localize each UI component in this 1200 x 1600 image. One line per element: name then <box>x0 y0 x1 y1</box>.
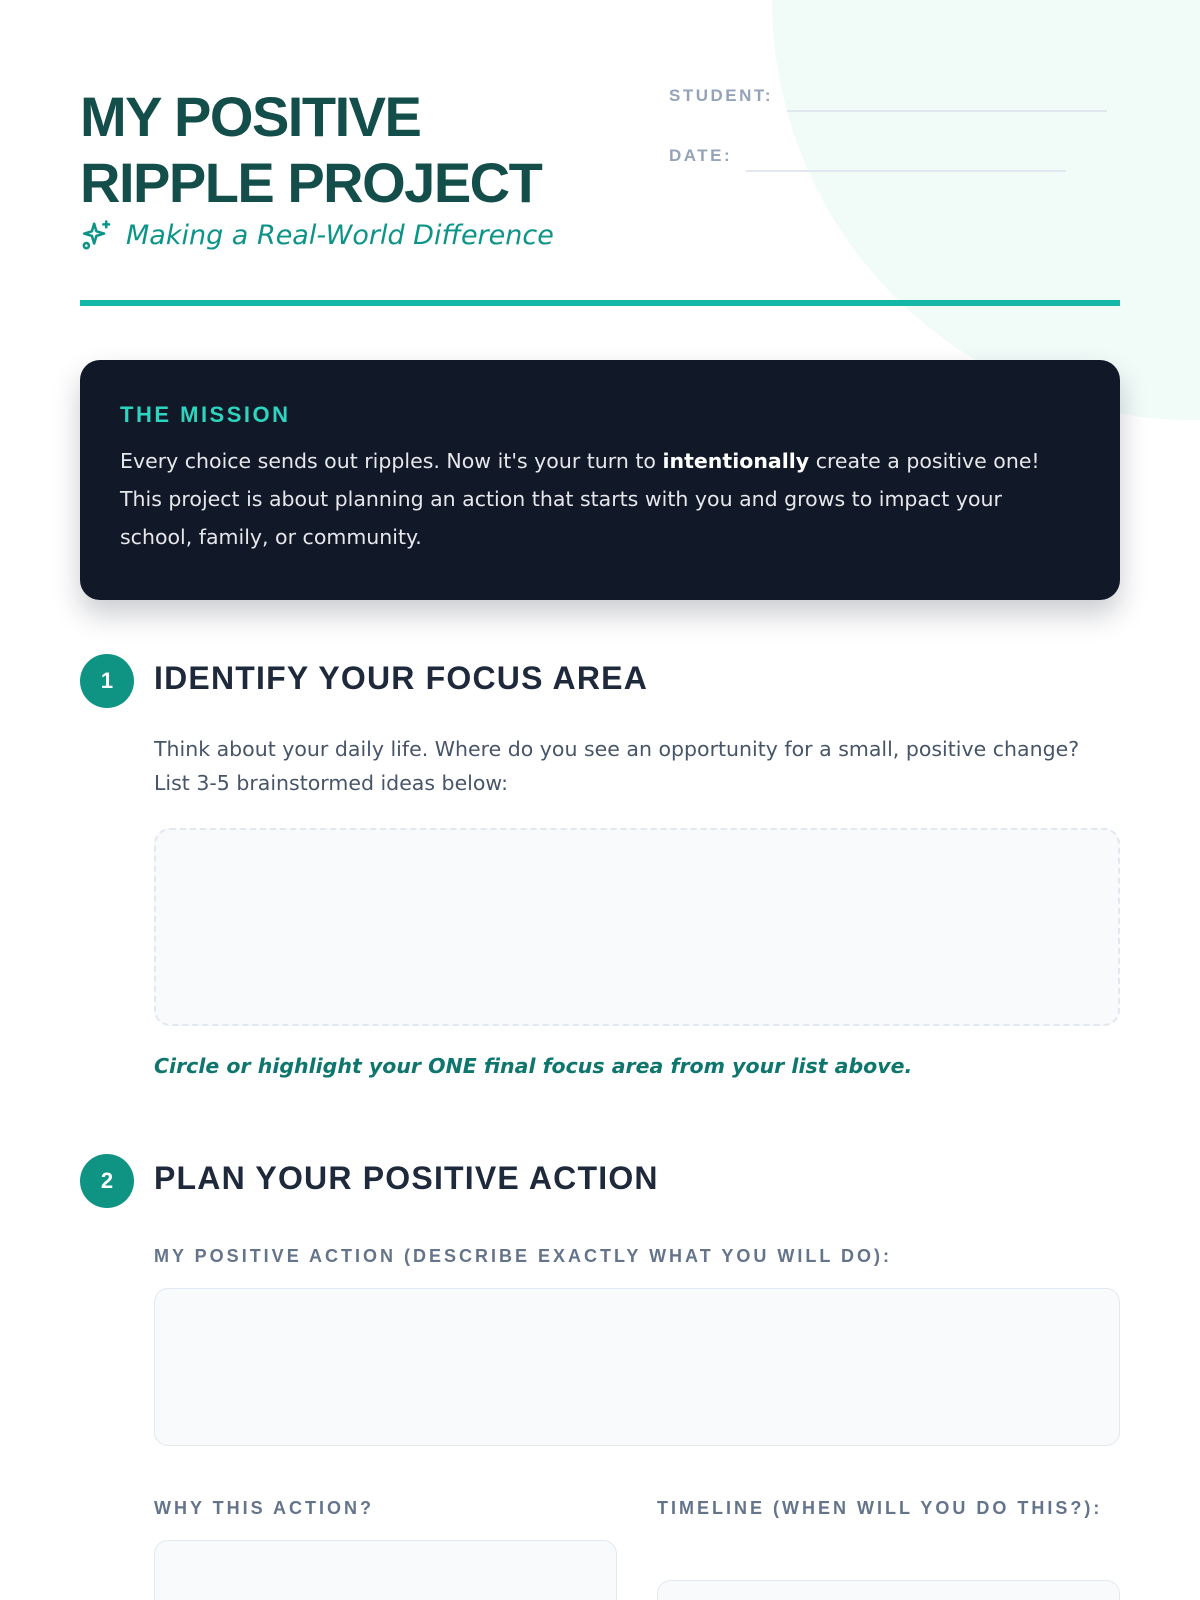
sparkles-icon <box>80 218 114 252</box>
brainstorm-input-area[interactable] <box>154 828 1120 1026</box>
why-label: WHY THIS ACTION? <box>154 1498 374 1518</box>
mission-body-emphasis: intentionally <box>662 449 810 473</box>
subtitle <box>80 218 554 252</box>
focus-area-hint: Circle or highlight your ONE final focus area from your list above. <box>154 1054 913 1078</box>
title-line-1: MY POSITIVE <box>80 85 421 148</box>
step-2-badge: 2 <box>80 1154 134 1208</box>
student-label: STUDENT: <box>669 86 774 105</box>
student-input-line[interactable] <box>787 110 1107 112</box>
mission-body <box>120 442 1080 556</box>
student-field[interactable] <box>669 86 1107 106</box>
step-1-badge: 1 <box>80 654 134 708</box>
page-title <box>80 84 600 216</box>
mission-card <box>80 360 1120 600</box>
header-divider <box>80 300 1120 306</box>
why-input[interactable] <box>154 1540 617 1600</box>
mission-body-start: Every choice sends out ripples. Now it's your turn to <box>120 449 663 473</box>
date-label: DATE: <box>669 146 733 165</box>
action-label: MY POSITIVE ACTION (DESCRIBE EXACTLY WHAT YOU WILL DO): <box>154 1246 893 1266</box>
date-input-line[interactable] <box>746 170 1066 172</box>
decorative-circle <box>772 0 1200 420</box>
subtitle-text: Making a Real-World Difference <box>126 219 554 251</box>
section-1-description: Think about your daily life. Where do you see an opportunity for a small, positive change? List 3-5 brainstormed ideas below: <box>154 737 1080 795</box>
section-1-title: IDENTIFY YOUR FOCUS AREA <box>154 660 649 696</box>
section-2-title: PLAN YOUR POSITIVE ACTION <box>154 1160 659 1196</box>
action-input[interactable] <box>154 1288 1120 1446</box>
timeline-label: TIMELINE (WHEN WILL YOU DO THIS?): <box>657 1498 1103 1518</box>
title-line-2: RIPPLE PROJECT <box>80 151 542 214</box>
mission-body-end: create a positive one! This project is about planning an action that starts with you and grows to impact your school, family, or community. <box>120 449 1040 549</box>
mission-heading: THE MISSION <box>120 402 291 427</box>
date-field[interactable] <box>669 146 1066 166</box>
timeline-input[interactable] <box>657 1580 1120 1600</box>
